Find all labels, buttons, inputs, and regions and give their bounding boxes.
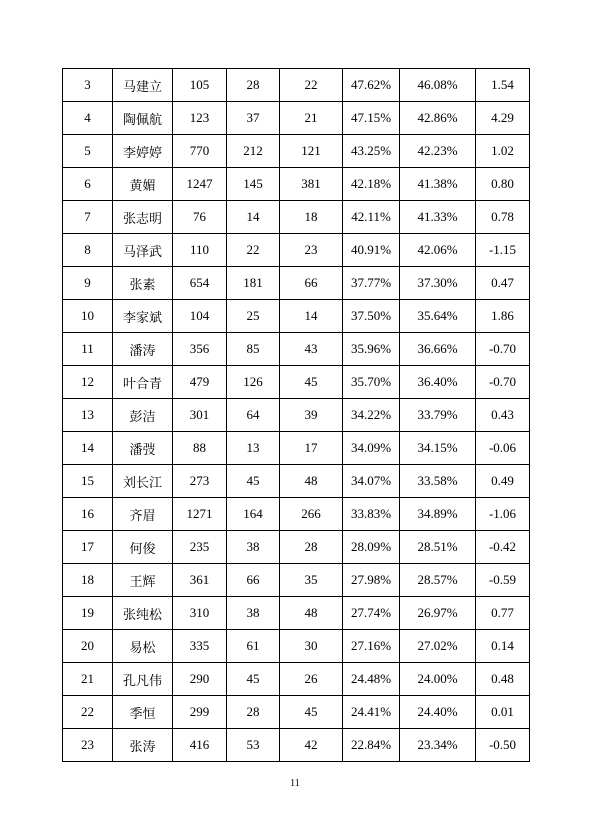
count-a-cell: 38: [227, 597, 280, 630]
diff-cell: 1.02: [476, 135, 530, 168]
count-b-cell: 381: [280, 168, 343, 201]
ratio-cell: 34.09%: [343, 432, 400, 465]
ratio-cell: 37.50%: [343, 300, 400, 333]
count-a-cell: 22: [227, 234, 280, 267]
ratio-ref-cell: 35.64%: [400, 300, 476, 333]
name-cell: 刘长江: [113, 465, 173, 498]
count-cell: 361: [173, 564, 227, 597]
table-row: [63, 333, 530, 366]
count-cell: 110: [173, 234, 227, 267]
name-cell: 李婷婷: [113, 135, 173, 168]
table-row: [63, 564, 530, 597]
rank-cell: 23: [63, 729, 113, 762]
rank-cell: 6: [63, 168, 113, 201]
diff-cell: 0.01: [476, 696, 530, 729]
count-cell: 356: [173, 333, 227, 366]
count-cell: 654: [173, 267, 227, 300]
count-cell: 235: [173, 531, 227, 564]
ratio-ref-cell: 46.08%: [400, 69, 476, 102]
count-cell: 299: [173, 696, 227, 729]
rank-cell: 16: [63, 498, 113, 531]
name-cell: 彭洁: [113, 399, 173, 432]
name-cell: 孔凡伟: [113, 663, 173, 696]
count-b-cell: 45: [280, 366, 343, 399]
name-cell: 马泽武: [113, 234, 173, 267]
diff-cell: -0.50: [476, 729, 530, 762]
ratio-cell: 43.25%: [343, 135, 400, 168]
ratio-cell: 37.77%: [343, 267, 400, 300]
count-cell: 335: [173, 630, 227, 663]
rank-cell: 9: [63, 267, 113, 300]
count-a-cell: 28: [227, 696, 280, 729]
ratio-ref-cell: 34.89%: [400, 498, 476, 531]
count-a-cell: 145: [227, 168, 280, 201]
table-row: [63, 267, 530, 300]
count-a-cell: 37: [227, 102, 280, 135]
ratio-cell: 47.62%: [343, 69, 400, 102]
table-row: [63, 696, 530, 729]
rank-cell: 7: [63, 201, 113, 234]
count-b-cell: 23: [280, 234, 343, 267]
count-b-cell: 45: [280, 696, 343, 729]
count-a-cell: 66: [227, 564, 280, 597]
count-a-cell: 28: [227, 69, 280, 102]
ratio-ref-cell: 34.15%: [400, 432, 476, 465]
diff-cell: -0.70: [476, 333, 530, 366]
diff-cell: -1.06: [476, 498, 530, 531]
ratio-ref-cell: 28.51%: [400, 531, 476, 564]
name-cell: 张素: [113, 267, 173, 300]
diff-cell: -0.06: [476, 432, 530, 465]
diff-cell: -0.42: [476, 531, 530, 564]
name-cell: 叶合青: [113, 366, 173, 399]
count-b-cell: 48: [280, 597, 343, 630]
diff-cell: 0.80: [476, 168, 530, 201]
diff-cell: 0.78: [476, 201, 530, 234]
ratio-ref-cell: 27.02%: [400, 630, 476, 663]
count-a-cell: 126: [227, 366, 280, 399]
diff-cell: 0.47: [476, 267, 530, 300]
count-b-cell: 17: [280, 432, 343, 465]
table-row: [63, 234, 530, 267]
diff-cell: -0.59: [476, 564, 530, 597]
ratio-ref-cell: 42.86%: [400, 102, 476, 135]
name-cell: 李家斌: [113, 300, 173, 333]
name-cell: 张志明: [113, 201, 173, 234]
page-number: 11: [290, 778, 300, 789]
count-b-cell: 21: [280, 102, 343, 135]
count-b-cell: 22: [280, 69, 343, 102]
table-row: [63, 399, 530, 432]
table-row: [63, 300, 530, 333]
count-cell: 123: [173, 102, 227, 135]
diff-cell: -1.15: [476, 234, 530, 267]
name-cell: 王辉: [113, 564, 173, 597]
rank-cell: 15: [63, 465, 113, 498]
table-row: [63, 201, 530, 234]
count-b-cell: 39: [280, 399, 343, 432]
ratio-cell: 28.09%: [343, 531, 400, 564]
rank-cell: 10: [63, 300, 113, 333]
rank-cell: 17: [63, 531, 113, 564]
count-b-cell: 30: [280, 630, 343, 663]
ratio-ref-cell: 26.97%: [400, 597, 476, 630]
count-b-cell: 66: [280, 267, 343, 300]
rank-cell: 13: [63, 399, 113, 432]
ratio-ref-cell: 33.79%: [400, 399, 476, 432]
count-b-cell: 28: [280, 531, 343, 564]
ratio-ref-cell: 42.06%: [400, 234, 476, 267]
name-cell: 潘涛: [113, 333, 173, 366]
count-a-cell: 212: [227, 135, 280, 168]
rank-cell: 14: [63, 432, 113, 465]
table-row: [63, 102, 530, 135]
name-cell: 齐眉: [113, 498, 173, 531]
rank-cell: 12: [63, 366, 113, 399]
diff-cell: 0.77: [476, 597, 530, 630]
rank-cell: 19: [63, 597, 113, 630]
ratio-cell: 34.07%: [343, 465, 400, 498]
ratio-cell: 24.48%: [343, 663, 400, 696]
name-cell: 马建立: [113, 69, 173, 102]
count-b-cell: 42: [280, 729, 343, 762]
name-cell: 季恒: [113, 696, 173, 729]
table-row: [63, 69, 530, 102]
table-row: [63, 135, 530, 168]
count-b-cell: 14: [280, 300, 343, 333]
count-b-cell: 18: [280, 201, 343, 234]
count-cell: 104: [173, 300, 227, 333]
count-a-cell: 64: [227, 399, 280, 432]
diff-cell: 1.86: [476, 300, 530, 333]
ratio-ref-cell: 36.40%: [400, 366, 476, 399]
rank-cell: 5: [63, 135, 113, 168]
diff-cell: -0.70: [476, 366, 530, 399]
ratio-ref-cell: 28.57%: [400, 564, 476, 597]
count-cell: 301: [173, 399, 227, 432]
rank-cell: 3: [63, 69, 113, 102]
table-body: [63, 69, 530, 762]
table-row: [63, 168, 530, 201]
ratio-cell: 35.96%: [343, 333, 400, 366]
rank-cell: 18: [63, 564, 113, 597]
ratio-ref-cell: 37.30%: [400, 267, 476, 300]
ratio-ref-cell: 24.00%: [400, 663, 476, 696]
ratio-cell: 27.16%: [343, 630, 400, 663]
count-a-cell: 61: [227, 630, 280, 663]
ratio-ref-cell: 41.38%: [400, 168, 476, 201]
count-cell: 479: [173, 366, 227, 399]
table-row: [63, 630, 530, 663]
count-a-cell: 85: [227, 333, 280, 366]
table-row: [63, 366, 530, 399]
name-cell: 张纯松: [113, 597, 173, 630]
count-a-cell: 13: [227, 432, 280, 465]
count-a-cell: 38: [227, 531, 280, 564]
ratio-ref-cell: 24.40%: [400, 696, 476, 729]
rank-cell: 21: [63, 663, 113, 696]
rank-cell: 22: [63, 696, 113, 729]
table-row: [63, 729, 530, 762]
count-a-cell: 45: [227, 663, 280, 696]
count-a-cell: 14: [227, 201, 280, 234]
ratio-ref-cell: 42.23%: [400, 135, 476, 168]
ratio-cell: 35.70%: [343, 366, 400, 399]
count-cell: 416: [173, 729, 227, 762]
name-cell: 黄媚: [113, 168, 173, 201]
count-a-cell: 181: [227, 267, 280, 300]
name-cell: 何俊: [113, 531, 173, 564]
ratio-ref-cell: 23.34%: [400, 729, 476, 762]
count-cell: 1271: [173, 498, 227, 531]
table-row: [63, 498, 530, 531]
count-b-cell: 48: [280, 465, 343, 498]
diff-cell: 0.14: [476, 630, 530, 663]
table-row: [63, 663, 530, 696]
count-cell: 88: [173, 432, 227, 465]
count-b-cell: 121: [280, 135, 343, 168]
ratio-ref-cell: 36.66%: [400, 333, 476, 366]
count-cell: 273: [173, 465, 227, 498]
ranking-table: [62, 68, 530, 762]
diff-cell: 0.49: [476, 465, 530, 498]
rank-cell: 11: [63, 333, 113, 366]
rank-cell: 20: [63, 630, 113, 663]
count-b-cell: 35: [280, 564, 343, 597]
ratio-ref-cell: 33.58%: [400, 465, 476, 498]
diff-cell: 0.43: [476, 399, 530, 432]
rank-cell: 8: [63, 234, 113, 267]
count-cell: 1247: [173, 168, 227, 201]
diff-cell: 4.29: [476, 102, 530, 135]
diff-cell: 0.48: [476, 663, 530, 696]
ratio-cell: 22.84%: [343, 729, 400, 762]
ratio-cell: 27.74%: [343, 597, 400, 630]
ratio-cell: 47.15%: [343, 102, 400, 135]
count-cell: 770: [173, 135, 227, 168]
name-cell: 陶佩航: [113, 102, 173, 135]
count-a-cell: 45: [227, 465, 280, 498]
table-row: [63, 465, 530, 498]
ratio-cell: 42.11%: [343, 201, 400, 234]
ratio-cell: 40.91%: [343, 234, 400, 267]
ratio-cell: 34.22%: [343, 399, 400, 432]
ratio-cell: 42.18%: [343, 168, 400, 201]
ratio-cell: 33.83%: [343, 498, 400, 531]
count-a-cell: 53: [227, 729, 280, 762]
count-a-cell: 164: [227, 498, 280, 531]
count-cell: 290: [173, 663, 227, 696]
name-cell: 张涛: [113, 729, 173, 762]
diff-cell: 1.54: [476, 69, 530, 102]
table-row: [63, 531, 530, 564]
name-cell: 潘弢: [113, 432, 173, 465]
ratio-cell: 27.98%: [343, 564, 400, 597]
table-row: [63, 597, 530, 630]
count-a-cell: 25: [227, 300, 280, 333]
rank-cell: 4: [63, 102, 113, 135]
name-cell: 易松: [113, 630, 173, 663]
count-b-cell: 266: [280, 498, 343, 531]
count-b-cell: 43: [280, 333, 343, 366]
count-cell: 105: [173, 69, 227, 102]
ratio-ref-cell: 41.33%: [400, 201, 476, 234]
table-row: [63, 432, 530, 465]
count-b-cell: 26: [280, 663, 343, 696]
ratio-cell: 24.41%: [343, 696, 400, 729]
count-cell: 76: [173, 201, 227, 234]
count-cell: 310: [173, 597, 227, 630]
